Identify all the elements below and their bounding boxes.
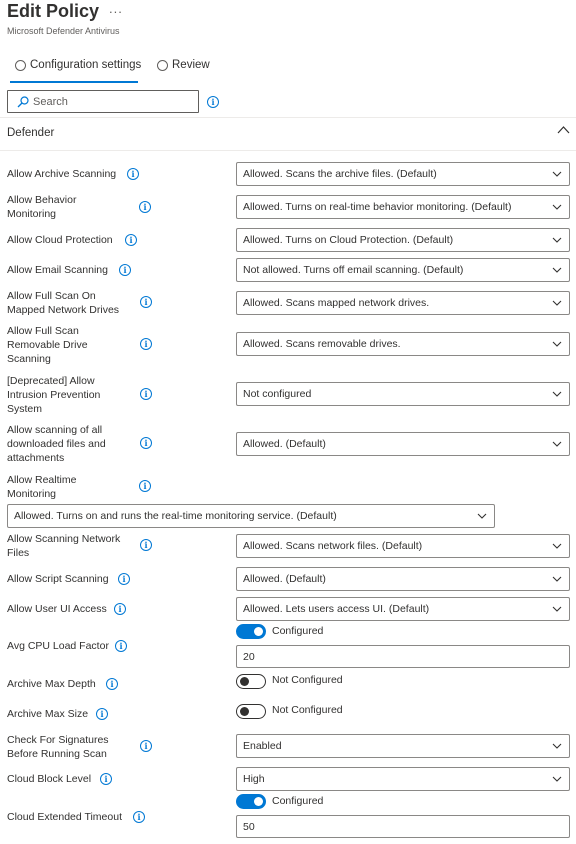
info-icon[interactable]: i (114, 603, 126, 615)
info-icon[interactable]: i (140, 539, 152, 551)
info-icon[interactable]: i (139, 201, 151, 213)
check-signatures-dropdown[interactable]: Enabled (236, 734, 570, 758)
search-input[interactable] (7, 90, 199, 113)
radio-icon (157, 60, 168, 71)
setting-label: Check For Signatures Before Running Scan (7, 734, 109, 760)
archive-max-depth-toggle[interactable] (236, 674, 266, 689)
setting-label: Cloud Extended Timeout (7, 811, 122, 823)
setting-label: [Deprecated] Allow Intrusion Prevention System (7, 375, 101, 415)
chevron-down-icon (552, 775, 562, 783)
page-title: Edit Policy (7, 1, 100, 21)
search-placeholder: Search (33, 95, 68, 108)
info-icon[interactable]: i (106, 678, 118, 690)
setting-label: Allow User UI Access (7, 603, 107, 615)
cloud-block-level-dropdown[interactable]: High (236, 767, 570, 791)
info-icon[interactable]: i (119, 264, 131, 276)
setting-label: Allow Behavior Monitoring (7, 194, 77, 220)
toggle-knob (254, 627, 263, 636)
page-subtitle: Microsoft Defender Antivirus (7, 26, 120, 36)
info-icon[interactable]: i (115, 640, 127, 652)
realtime-monitoring-dropdown[interactable]: Allowed. Turns on and runs the real-time monitoring service. (Default) (7, 504, 495, 528)
chevron-down-icon (552, 236, 562, 244)
setting-label: Cloud Block Level (7, 773, 92, 785)
divider (0, 150, 576, 151)
cloud-protection-dropdown[interactable]: Allowed. Turns on Cloud Protection. (Default) (236, 228, 570, 252)
toggle-label: Configured (272, 795, 324, 807)
full-scan-mapped-dropdown[interactable]: Allowed. Scans mapped network drives. (236, 291, 570, 315)
chevron-down-icon (552, 266, 562, 274)
tab-label: Configuration settings (30, 59, 142, 71)
chevron-up-icon[interactable] (557, 125, 570, 135)
cloud-extended-timeout-input[interactable]: 50 (236, 815, 570, 838)
setting-label: Allow Archive Scanning (7, 168, 117, 180)
chevron-down-icon (552, 542, 562, 550)
chevron-down-icon (552, 299, 562, 307)
setting-label: Archive Max Size (7, 708, 89, 720)
user-ui-access-dropdown[interactable]: Allowed. Lets users access UI. (Default) (236, 597, 570, 621)
scan-downloads-dropdown[interactable]: Allowed. (Default) (236, 432, 570, 456)
info-icon[interactable]: i (96, 708, 108, 720)
info-icon[interactable]: i (140, 338, 152, 350)
divider (0, 117, 576, 118)
setting-label: Allow Scanning Network Files (7, 533, 121, 559)
chevron-down-icon (552, 440, 562, 448)
chevron-down-icon (552, 575, 562, 583)
info-icon[interactable]: i (140, 437, 152, 449)
info-icon[interactable]: i (100, 773, 112, 785)
setting-label: Allow Full Scan On Mapped Network Drives (7, 290, 120, 316)
setting-label: Allow Script Scanning (7, 573, 109, 585)
toggle-knob (240, 707, 249, 716)
archive-max-size-toggle[interactable] (236, 704, 266, 719)
info-icon[interactable]: i (140, 296, 152, 308)
cloud-extended-timeout-toggle[interactable] (236, 794, 266, 809)
setting-label: Allow scanning of all downloaded files and attachments (7, 424, 106, 464)
more-options-button[interactable]: ... (109, 1, 123, 16)
info-icon[interactable]: i (125, 234, 137, 246)
scan-network-files-dropdown[interactable]: Allowed. Scans network files. (Default) (236, 534, 570, 558)
setting-label: Archive Max Depth (7, 678, 96, 690)
toggle-label: Not Configured (272, 674, 343, 686)
chevron-down-icon (552, 390, 562, 398)
avg-cpu-load-toggle[interactable] (236, 624, 266, 639)
full-scan-removable-dropdown[interactable]: Allowed. Scans removable drives. (236, 332, 570, 356)
chevron-down-icon (552, 742, 562, 750)
chevron-down-icon (552, 203, 562, 211)
avg-cpu-load-input[interactable]: 20 (236, 645, 570, 668)
radio-icon (15, 60, 26, 71)
setting-label: Avg CPU Load Factor (7, 640, 109, 652)
setting-label: Allow Realtime Monitoring (7, 474, 77, 500)
chevron-down-icon (552, 340, 562, 348)
toggle-knob (240, 677, 249, 686)
tab-review[interactable] (157, 59, 210, 71)
info-icon[interactable]: i (118, 573, 130, 585)
setting-label: Allow Full Scan Removable Drive Scanning (7, 325, 88, 365)
toggle-label: Configured (272, 625, 324, 637)
search-icon (17, 96, 29, 108)
chevron-down-icon (552, 605, 562, 613)
setting-label: Allow Cloud Protection (7, 234, 113, 246)
section-title: Defender (7, 127, 55, 139)
chevron-down-icon (552, 170, 562, 178)
toggle-knob (254, 797, 263, 806)
chevron-down-icon (477, 512, 487, 520)
info-icon[interactable]: i (140, 388, 152, 400)
intrusion-prevention-dropdown[interactable]: Not configured (236, 382, 570, 406)
email-scanning-dropdown[interactable]: Not allowed. Turns off email scanning. (Default) (236, 258, 570, 282)
info-icon[interactable]: i (207, 96, 219, 108)
info-icon[interactable]: i (133, 811, 145, 823)
toggle-label: Not Configured (272, 704, 343, 716)
info-icon[interactable]: i (140, 740, 152, 752)
script-scanning-dropdown[interactable]: Allowed. (Default) (236, 567, 570, 591)
behavior-monitoring-dropdown[interactable]: Allowed. Turns on real-time behavior monitoring. (Default) (236, 195, 570, 219)
archive-scanning-dropdown[interactable]: Allowed. Scans the archive files. (Default) (236, 162, 570, 186)
tab-configuration-settings[interactable] (15, 59, 141, 71)
info-icon[interactable]: i (139, 480, 151, 492)
info-icon[interactable]: i (127, 168, 139, 180)
selected-tab-indicator (10, 81, 138, 83)
setting-label: Allow Email Scanning (7, 264, 108, 276)
tab-label: Review (172, 59, 210, 71)
